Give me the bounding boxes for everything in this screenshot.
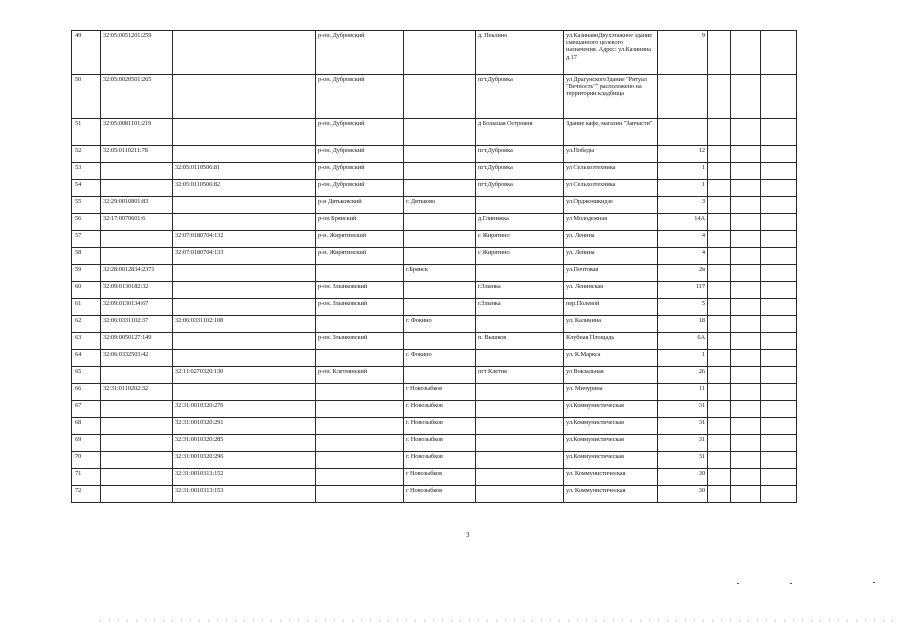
settlement-cell bbox=[476, 469, 564, 486]
cadastral-number-cell: 32:09:0050127:149 bbox=[101, 333, 173, 350]
empty-cell bbox=[761, 214, 797, 231]
row-number-cell: 66 bbox=[72, 384, 101, 401]
scan-speck bbox=[873, 582, 875, 583]
house-number-cell: 11 bbox=[658, 384, 708, 401]
house-number-cell bbox=[658, 75, 708, 119]
settlement-cell: п. Вышков bbox=[476, 333, 564, 350]
district-cell bbox=[316, 435, 404, 452]
empty-cell bbox=[708, 469, 731, 486]
city-cell: г. Новозыбков bbox=[404, 435, 476, 452]
empty-cell bbox=[761, 119, 797, 146]
row-number-cell: 60 bbox=[72, 282, 101, 299]
cadastral-number-cell bbox=[101, 231, 173, 248]
empty-cell bbox=[731, 231, 761, 248]
cadastral-number-cell: 32:17:0070601:6 bbox=[101, 214, 173, 231]
row-number-cell: 68 bbox=[72, 418, 101, 435]
empty-cell bbox=[708, 31, 731, 75]
cadastral-number-cell: 32:29:0010801:83 bbox=[101, 197, 173, 214]
house-number-cell: 18 bbox=[658, 316, 708, 333]
empty-cell bbox=[708, 350, 731, 367]
empty-cell bbox=[708, 333, 731, 350]
district-cell: р-он. Дубровский bbox=[316, 31, 404, 75]
empty-cell bbox=[761, 75, 797, 119]
table-row bbox=[72, 248, 797, 265]
empty-cell bbox=[731, 418, 761, 435]
house-number-cell: 31 bbox=[658, 435, 708, 452]
empty-cell bbox=[761, 146, 797, 163]
empty-cell bbox=[708, 214, 731, 231]
empty-cell bbox=[731, 452, 761, 469]
district-cell: р-н. Жирятинский bbox=[316, 248, 404, 265]
row-number-cell: 64 bbox=[72, 350, 101, 367]
city-cell bbox=[404, 214, 476, 231]
district-cell bbox=[316, 350, 404, 367]
row-number-cell: 72 bbox=[72, 486, 101, 503]
row-number-cell: 55 bbox=[72, 197, 101, 214]
cadastral-number-cell: 32:09:0130182:32 bbox=[101, 282, 173, 299]
empty-cell bbox=[731, 248, 761, 265]
empty-cell bbox=[761, 486, 797, 503]
empty-cell bbox=[708, 282, 731, 299]
table-row bbox=[72, 435, 797, 452]
district-cell: р-н Дятьковский bbox=[316, 197, 404, 214]
address-cell: ул.Коммунистическая bbox=[564, 401, 658, 418]
row-number-cell: 63 bbox=[72, 333, 101, 350]
address-cell: ул. Коммунистическая bbox=[564, 469, 658, 486]
city-cell bbox=[404, 333, 476, 350]
table-row bbox=[72, 119, 797, 146]
empty-cell bbox=[708, 197, 731, 214]
house-number-cell: 31 bbox=[658, 418, 708, 435]
house-number-cell: 14А bbox=[658, 214, 708, 231]
cadastral-number-cell bbox=[101, 452, 173, 469]
empty-cell bbox=[708, 299, 731, 316]
empty-cell bbox=[731, 31, 761, 75]
empty-cell bbox=[731, 401, 761, 418]
empty-cell bbox=[761, 31, 797, 75]
district-cell: р-он. Дубровский bbox=[316, 119, 404, 146]
empty-cell bbox=[708, 401, 731, 418]
table-row bbox=[72, 180, 797, 197]
district-cell bbox=[316, 384, 404, 401]
house-number-cell: 4 bbox=[658, 231, 708, 248]
property-register-table bbox=[71, 30, 797, 503]
empty-cell bbox=[731, 282, 761, 299]
row-number-cell: 71 bbox=[72, 469, 101, 486]
settlement-cell bbox=[476, 316, 564, 333]
cadastral-number-cell bbox=[101, 367, 173, 384]
table-row bbox=[72, 384, 797, 401]
settlement-cell: пгт.Дубровка bbox=[476, 180, 564, 197]
house-number-cell: 4 bbox=[658, 248, 708, 265]
city-cell: г. Новозыбков bbox=[404, 418, 476, 435]
empty-cell bbox=[731, 299, 761, 316]
cadastral-number-2-cell: 32:06:0331102:108 bbox=[173, 316, 316, 333]
district-cell: р-он. Дубровский bbox=[316, 75, 404, 119]
settlement-cell: д. Пеклино bbox=[476, 31, 564, 75]
empty-cell bbox=[761, 367, 797, 384]
cadastral-number-2-cell bbox=[173, 350, 316, 367]
house-number-cell: 9 bbox=[658, 31, 708, 75]
cadastral-number-cell bbox=[101, 248, 173, 265]
empty-cell bbox=[761, 401, 797, 418]
table-row bbox=[72, 452, 797, 469]
cadastral-number-cell bbox=[101, 180, 173, 197]
empty-cell bbox=[731, 333, 761, 350]
district-cell: р-н. Жирятинский bbox=[316, 231, 404, 248]
city-cell: г. Новозыбков bbox=[404, 401, 476, 418]
row-number-cell: 50 bbox=[72, 75, 101, 119]
table-row bbox=[72, 163, 797, 180]
empty-cell bbox=[761, 316, 797, 333]
address-cell: ул ДрагунскогоЗдание "Ритуал "Вечность"" расположено на территории кладбища bbox=[564, 75, 658, 119]
table-row bbox=[72, 265, 797, 282]
cadastral-number-cell: 32:28:0012834:2371 bbox=[101, 265, 173, 282]
cadastral-number-cell bbox=[101, 401, 173, 418]
empty-cell bbox=[761, 333, 797, 350]
empty-cell bbox=[708, 163, 731, 180]
cadastral-number-cell bbox=[101, 469, 173, 486]
cadastral-number-2-cell bbox=[173, 265, 316, 282]
empty-cell bbox=[731, 435, 761, 452]
address-cell: ул.Победы bbox=[564, 146, 658, 163]
table-row bbox=[72, 486, 797, 503]
table-row bbox=[72, 75, 797, 119]
table-row bbox=[72, 469, 797, 486]
empty-cell bbox=[731, 119, 761, 146]
row-number-cell: 61 bbox=[72, 299, 101, 316]
row-number-cell: 51 bbox=[72, 119, 101, 146]
cadastral-number-cell bbox=[101, 486, 173, 503]
table-body bbox=[72, 31, 797, 503]
city-cell: г. Фокино bbox=[404, 350, 476, 367]
empty-cell bbox=[708, 231, 731, 248]
row-number-cell: 54 bbox=[72, 180, 101, 197]
table-row bbox=[72, 418, 797, 435]
city-cell: г. Дятьково bbox=[404, 197, 476, 214]
table-row bbox=[72, 146, 797, 163]
settlement-cell: г.Злынка bbox=[476, 282, 564, 299]
address-cell: ул. Ленинская bbox=[564, 282, 658, 299]
district-cell bbox=[316, 486, 404, 503]
row-number-cell: 58 bbox=[72, 248, 101, 265]
address-cell: ул.КазинаянДвухэтажное здание смешанного целевого назначения. Адрес: ул.Казинина д.17 bbox=[564, 31, 658, 75]
house-number-cell: 2в bbox=[658, 265, 708, 282]
address-cell: ул. Мичурина bbox=[564, 384, 658, 401]
empty-cell bbox=[761, 163, 797, 180]
city-cell: г Новозыбков bbox=[404, 469, 476, 486]
settlement-cell: с Жирятино bbox=[476, 231, 564, 248]
settlement-cell bbox=[476, 401, 564, 418]
empty-cell bbox=[761, 282, 797, 299]
district-cell: р-он. Злынковский bbox=[316, 282, 404, 299]
city-cell: г.Брянск bbox=[404, 265, 476, 282]
city-cell bbox=[404, 163, 476, 180]
page-number: 3 bbox=[466, 531, 470, 539]
cadastral-number-cell: 32:05:0020501:265 bbox=[101, 75, 173, 119]
empty-cell bbox=[761, 418, 797, 435]
house-number-cell: 1 bbox=[658, 180, 708, 197]
district-cell: р-он. Клетнянский bbox=[316, 367, 404, 384]
settlement-cell bbox=[476, 265, 564, 282]
cadastral-number-2-cell: 32:31:0010320:270 bbox=[173, 401, 316, 418]
address-cell: Клубная Площадь bbox=[564, 333, 658, 350]
empty-cell bbox=[761, 248, 797, 265]
settlement-cell: д Большая Островня bbox=[476, 119, 564, 146]
address-cell: ул Сельхозтехника bbox=[564, 180, 658, 197]
empty-cell bbox=[708, 367, 731, 384]
city-cell bbox=[404, 231, 476, 248]
settlement-cell: пгт.Дубровка bbox=[476, 163, 564, 180]
empty-cell bbox=[731, 350, 761, 367]
district-cell bbox=[316, 418, 404, 435]
cadastral-number-2-cell: 32:07:0180704:132 bbox=[173, 231, 316, 248]
house-number-cell: 31 bbox=[658, 401, 708, 418]
empty-cell bbox=[708, 146, 731, 163]
cadastral-number-2-cell: 32:31:0010320:285 bbox=[173, 435, 316, 452]
empty-cell bbox=[761, 435, 797, 452]
settlement-cell: д.Глинижка bbox=[476, 214, 564, 231]
table-row bbox=[72, 316, 797, 333]
city-cell: г. Новозыбков bbox=[404, 452, 476, 469]
cadastral-number-2-cell bbox=[173, 214, 316, 231]
settlement-cell bbox=[476, 435, 564, 452]
city-cell bbox=[404, 282, 476, 299]
empty-cell bbox=[761, 299, 797, 316]
cadastral-number-cell bbox=[101, 435, 173, 452]
empty-cell bbox=[731, 214, 761, 231]
district-cell: р-он. Дубровский bbox=[316, 180, 404, 197]
district-cell bbox=[316, 401, 404, 418]
document-sheet bbox=[71, 30, 796, 503]
empty-cell bbox=[731, 75, 761, 119]
settlement-cell: с Жирятино bbox=[476, 248, 564, 265]
empty-cell bbox=[708, 452, 731, 469]
row-number-cell: 67 bbox=[72, 401, 101, 418]
empty-cell bbox=[731, 469, 761, 486]
cadastral-number-2-cell: 32:11:0270320:130 bbox=[173, 367, 316, 384]
city-cell bbox=[404, 31, 476, 75]
empty-cell bbox=[761, 469, 797, 486]
empty-cell bbox=[761, 384, 797, 401]
scan-speck bbox=[790, 583, 792, 584]
cadastral-number-2-cell bbox=[173, 282, 316, 299]
address-cell: ул. К.Маркса bbox=[564, 350, 658, 367]
cadastral-number-2-cell bbox=[173, 333, 316, 350]
district-cell: р-он. Дубровский bbox=[316, 163, 404, 180]
house-number-cell: 30 bbox=[658, 469, 708, 486]
empty-cell bbox=[708, 119, 731, 146]
settlement-cell bbox=[476, 486, 564, 503]
address-cell: ул. Ленина bbox=[564, 248, 658, 265]
empty-cell bbox=[731, 265, 761, 282]
table-row bbox=[72, 350, 797, 367]
empty-cell bbox=[708, 75, 731, 119]
house-number-cell: 5 bbox=[658, 299, 708, 316]
address-cell: ул.Орджоникидзе bbox=[564, 197, 658, 214]
table-row bbox=[72, 299, 797, 316]
empty-cell bbox=[761, 197, 797, 214]
empty-cell bbox=[708, 180, 731, 197]
settlement-cell bbox=[476, 418, 564, 435]
empty-cell bbox=[708, 316, 731, 333]
house-number-cell: 6А bbox=[658, 333, 708, 350]
house-number-cell: 3 bbox=[658, 197, 708, 214]
empty-cell bbox=[731, 316, 761, 333]
cadastral-number-2-cell: 32:31:0010313:152 bbox=[173, 469, 316, 486]
settlement-cell: пгт.Дубровка bbox=[476, 146, 564, 163]
house-number-cell: 31 bbox=[658, 452, 708, 469]
house-number-cell bbox=[658, 119, 708, 146]
city-cell bbox=[404, 119, 476, 146]
row-number-cell: 49 bbox=[72, 31, 101, 75]
cadastral-number-cell bbox=[101, 163, 173, 180]
empty-cell bbox=[731, 367, 761, 384]
cadastral-number-2-cell bbox=[173, 146, 316, 163]
empty-cell bbox=[708, 265, 731, 282]
row-number-cell: 70 bbox=[72, 452, 101, 469]
address-cell: ул Молодежная bbox=[564, 214, 658, 231]
scan-noise bbox=[100, 619, 900, 623]
address-cell: ул.Коммунистическая bbox=[564, 418, 658, 435]
table-row bbox=[72, 401, 797, 418]
row-number-cell: 53 bbox=[72, 163, 101, 180]
city-cell: г Новозыбков bbox=[404, 486, 476, 503]
cadastral-number-2-cell bbox=[173, 119, 316, 146]
city-cell bbox=[404, 146, 476, 163]
house-number-cell: 26 bbox=[658, 367, 708, 384]
row-number-cell: 69 bbox=[72, 435, 101, 452]
row-number-cell: 57 bbox=[72, 231, 101, 248]
empty-cell bbox=[708, 435, 731, 452]
empty-cell bbox=[761, 265, 797, 282]
address-cell: пер.Полевой bbox=[564, 299, 658, 316]
address-cell: ул.Коммунистическая bbox=[564, 435, 658, 452]
address-cell: ул.Почтовая bbox=[564, 265, 658, 282]
empty-cell bbox=[731, 486, 761, 503]
cadastral-number-cell: 32:06:0332503:42 bbox=[101, 350, 173, 367]
cadastral-number-cell: 32:06:0331102:37 bbox=[101, 316, 173, 333]
address-cell: ул. Коммунистическая bbox=[564, 486, 658, 503]
empty-cell bbox=[761, 350, 797, 367]
district-cell: р-он. Злынковский bbox=[316, 333, 404, 350]
empty-cell bbox=[761, 231, 797, 248]
cadastral-number-cell: 32:05:0051201:259 bbox=[101, 31, 173, 75]
cadastral-number-2-cell bbox=[173, 75, 316, 119]
house-number-cell: 1 bbox=[658, 163, 708, 180]
city-cell bbox=[404, 299, 476, 316]
city-cell: г Новозыбков bbox=[404, 384, 476, 401]
address-cell: ул Вокзальная bbox=[564, 367, 658, 384]
address-cell: Здание кафе, магазин "Запчасти" bbox=[564, 119, 658, 146]
city-cell: г. Фокино bbox=[404, 316, 476, 333]
address-cell: ул. Калинина bbox=[564, 316, 658, 333]
cadastral-number-2-cell bbox=[173, 31, 316, 75]
table-row bbox=[72, 367, 797, 384]
empty-cell bbox=[708, 384, 731, 401]
cadastral-number-cell: 32:05:0110211:78 bbox=[101, 146, 173, 163]
settlement-cell bbox=[476, 350, 564, 367]
empty-cell bbox=[731, 197, 761, 214]
city-cell bbox=[404, 248, 476, 265]
empty-cell bbox=[708, 418, 731, 435]
table-row bbox=[72, 231, 797, 248]
empty-cell bbox=[731, 163, 761, 180]
cadastral-number-2-cell: 32:31:0010313:153 bbox=[173, 486, 316, 503]
empty-cell bbox=[761, 180, 797, 197]
cadastral-number-cell bbox=[101, 418, 173, 435]
settlement-cell bbox=[476, 197, 564, 214]
empty-cell bbox=[731, 384, 761, 401]
district-cell bbox=[316, 452, 404, 469]
row-number-cell: 56 bbox=[72, 214, 101, 231]
address-cell: ул. Ленина bbox=[564, 231, 658, 248]
district-cell bbox=[316, 265, 404, 282]
empty-cell bbox=[761, 452, 797, 469]
cadastral-number-2-cell: 32:31:0010320:291 bbox=[173, 418, 316, 435]
settlement-cell bbox=[476, 384, 564, 401]
empty-cell bbox=[708, 486, 731, 503]
district-cell: р-он Брянский bbox=[316, 214, 404, 231]
cadastral-number-cell: 32:09:0130134:67 bbox=[101, 299, 173, 316]
address-cell: ул.Коммунистическая bbox=[564, 452, 658, 469]
table-row bbox=[72, 333, 797, 350]
house-number-cell: 1 bbox=[658, 350, 708, 367]
empty-cell bbox=[731, 146, 761, 163]
cadastral-number-2-cell: 32:05:0110506:81 bbox=[173, 163, 316, 180]
table-row bbox=[72, 31, 797, 75]
settlement-cell bbox=[476, 452, 564, 469]
house-number-cell: 117 bbox=[658, 282, 708, 299]
city-cell bbox=[404, 367, 476, 384]
table-row bbox=[72, 282, 797, 299]
district-cell bbox=[316, 316, 404, 333]
settlement-cell: пгт.Дубровка bbox=[476, 75, 564, 119]
house-number-cell: 30 bbox=[658, 486, 708, 503]
cadastral-number-2-cell: 32:31:0010320:296 bbox=[173, 452, 316, 469]
district-cell: р-он. Злынковский bbox=[316, 299, 404, 316]
table-row bbox=[72, 214, 797, 231]
district-cell bbox=[316, 469, 404, 486]
cadastral-number-2-cell bbox=[173, 197, 316, 214]
cadastral-number-cell: 32:31:0110202:32 bbox=[101, 384, 173, 401]
cadastral-number-2-cell bbox=[173, 384, 316, 401]
cadastral-number-cell: 32:05:0081101:219 bbox=[101, 119, 173, 146]
scan-speck bbox=[737, 583, 739, 584]
cadastral-number-2-cell: 32:07:0180704:133 bbox=[173, 248, 316, 265]
city-cell bbox=[404, 75, 476, 119]
row-number-cell: 52 bbox=[72, 146, 101, 163]
row-number-cell: 65 bbox=[72, 367, 101, 384]
cadastral-number-2-cell: 32:05:0110506:82 bbox=[173, 180, 316, 197]
row-number-cell: 62 bbox=[72, 316, 101, 333]
district-cell: р-он. Дубровский bbox=[316, 146, 404, 163]
address-cell: ул Сельхозтехника bbox=[564, 163, 658, 180]
row-number-cell: 59 bbox=[72, 265, 101, 282]
table-row bbox=[72, 197, 797, 214]
house-number-cell: 12 bbox=[658, 146, 708, 163]
city-cell bbox=[404, 180, 476, 197]
empty-cell bbox=[708, 248, 731, 265]
settlement-cell: пгт Клетня bbox=[476, 367, 564, 384]
empty-cell bbox=[731, 180, 761, 197]
settlement-cell: г.Злынка bbox=[476, 299, 564, 316]
cadastral-number-2-cell bbox=[173, 299, 316, 316]
